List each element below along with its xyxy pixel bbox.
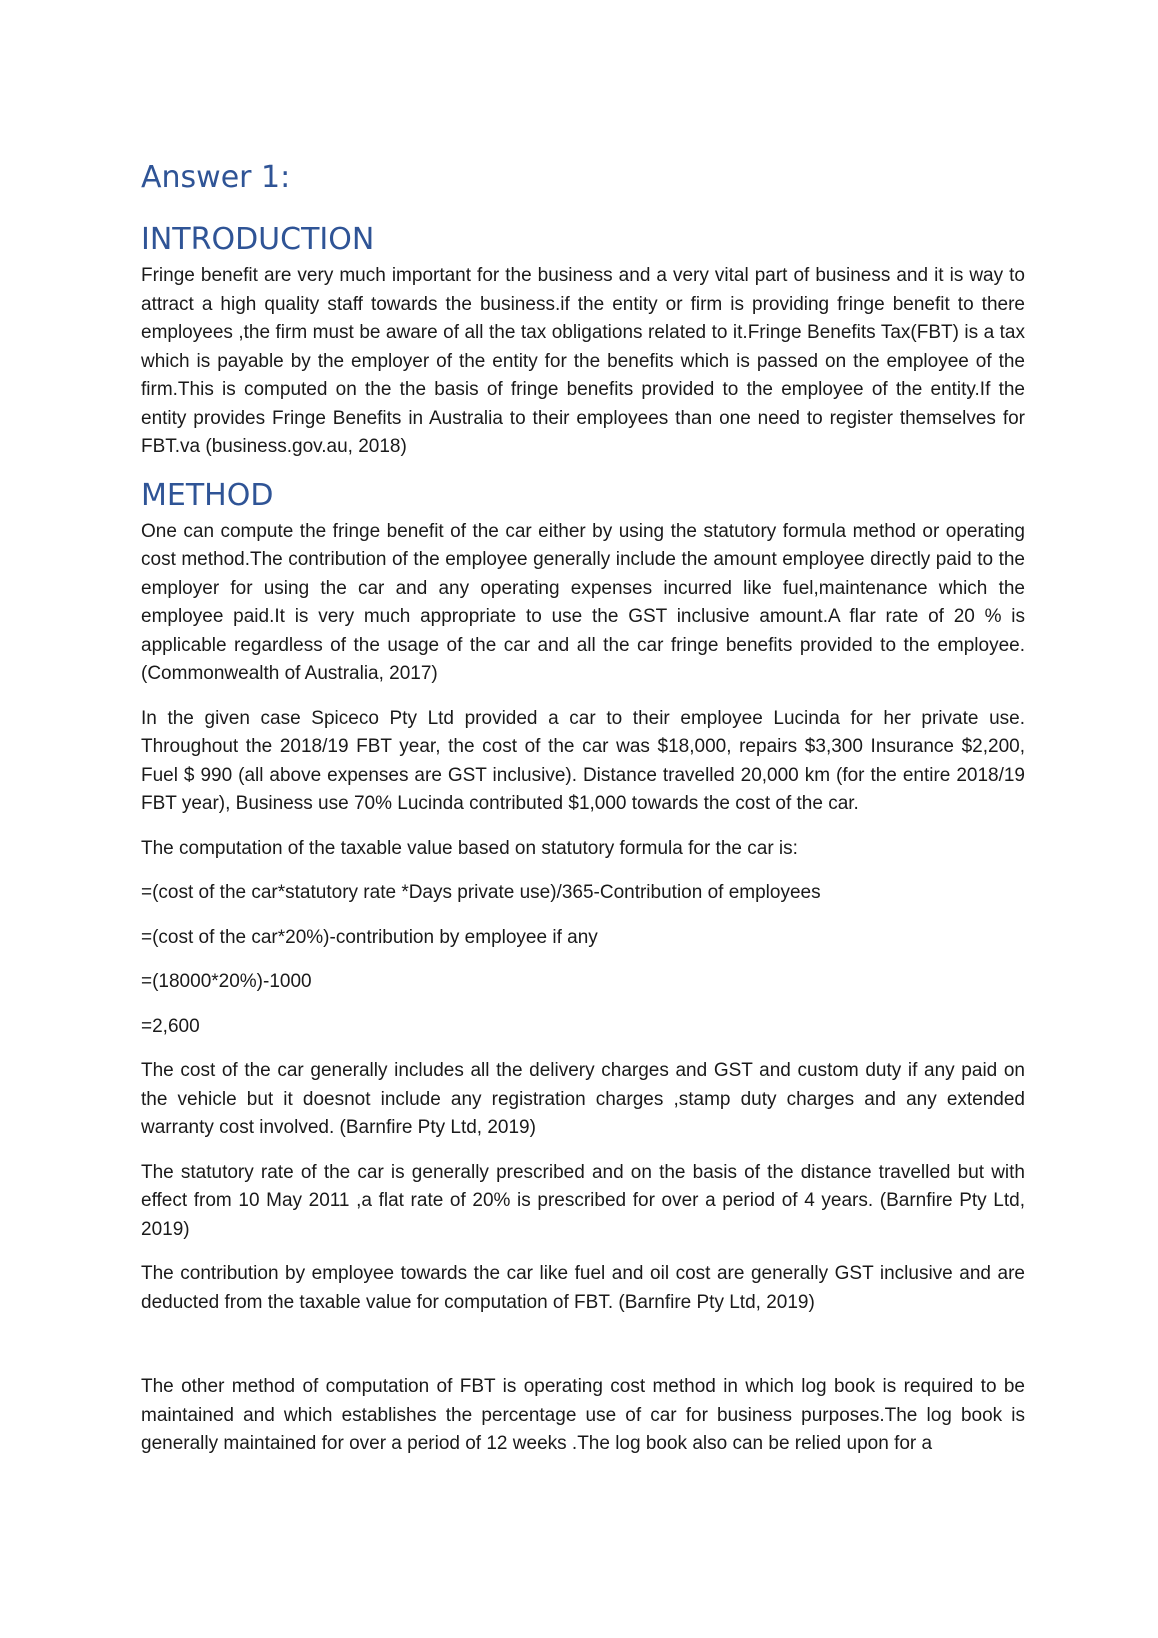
- method-heading: METHOD: [141, 477, 274, 513]
- introduction-heading: INTRODUCTION: [141, 222, 375, 257]
- computation-intro: The computation of the taxable value based on statutory formula for the car is:: [141, 837, 798, 859]
- operating-cost-paragraph: The other method of computation of FBT is operating cost method in which log book is required to be maintained and which establishes the percentage use of car for business purposes.The log book is generally maintained for over a period of 12 weeks .The log book also can be relied upon for a: [141, 1376, 1025, 1454]
- answer-heading: Answer 1:: [141, 160, 291, 195]
- cost-of-car-paragraph: The cost of the car generally includes all the delivery charges and GST and custom duty if any paid on the vehicle but it doesnot include any registration charges ,stamp duty charges and any extended warranty cost involved. (Barnfire Pty Ltd, 2019): [141, 1060, 1025, 1138]
- case-paragraph: In the given case Spiceco Pty Ltd provided a car to their employee Lucinda for her private use. Throughout the 2018/19 FBT year, the cost of the car was $18,000, repairs $3,300 Insurance $2,200, Fuel $ 990 (all above expenses are GST inclusive). Distance travelled 20,000 km (for the entire 2018/19 FBT year), Business use 70% Lucinda contributed $1,000 towards the cost of the car.: [141, 707, 1025, 814]
- statutory-rate-paragraph: The statutory rate of the car is generally prescribed and on the basis of the distance travelled but with effect from 10 May 2011 ,a flat rate of 20% is prescribed for over a period of 4 years. (Barnfire Pty Ltd, 2019): [141, 1161, 1025, 1240]
- formula-line: =(cost of the car*20%)-contribution by employee if any: [141, 926, 598, 948]
- formula-result: =2,600: [141, 1015, 200, 1037]
- method-paragraph: One can compute the fringe benefit of the car either by using the statutory formula method or operating cost method.The contribution of the employee generally include the amount employee directly paid to the employer for using the car and any operating expenses incurred like fuel,maintenance which the employee paid.It is very much appropriate to use the GST inclusive amount.A flar rate of 20 % is applicable regardless of the usage of the car and all the car fringe benefits provided to the employee. (Commonwealth of Australia, 2017): [141, 520, 1025, 684]
- formula-line: =(cost of the car*statutory rate *Days private use)/365-Contribution of employees: [141, 882, 821, 903]
- introduction-paragraph: Fringe benefit are very much important for the business and a very vital part of business and it is way to attract a high quality staff towards the business.if the entity or firm is providing fringe benefit to there employees ,the firm must be aware of all the tax obligations related to it.Fringe Benefits Tax(FBT) is a tax which is payable by the employer of the entity for the benefits which is passed on the employee of the firm.This is computed on the the basis of fringe benefits provided to the employee of the entity.If the entity provides Fringe Benefits in Australia to their employees than one need to register themselves for FBT.va (business.gov.au, 2018): [141, 265, 1025, 457]
- document-page: [141, 160, 1025, 1475]
- formula-line: =(18000*20%)-1000: [141, 971, 312, 992]
- contribution-paragraph: The contribution by employee towards the car like fuel and oil cost are generally GST inclusive and are deducted from the taxable value for computation of FBT. (Barnfire Pty Ltd, 2019): [141, 1263, 1025, 1313]
- blank-line: [141, 1333, 1025, 1373]
